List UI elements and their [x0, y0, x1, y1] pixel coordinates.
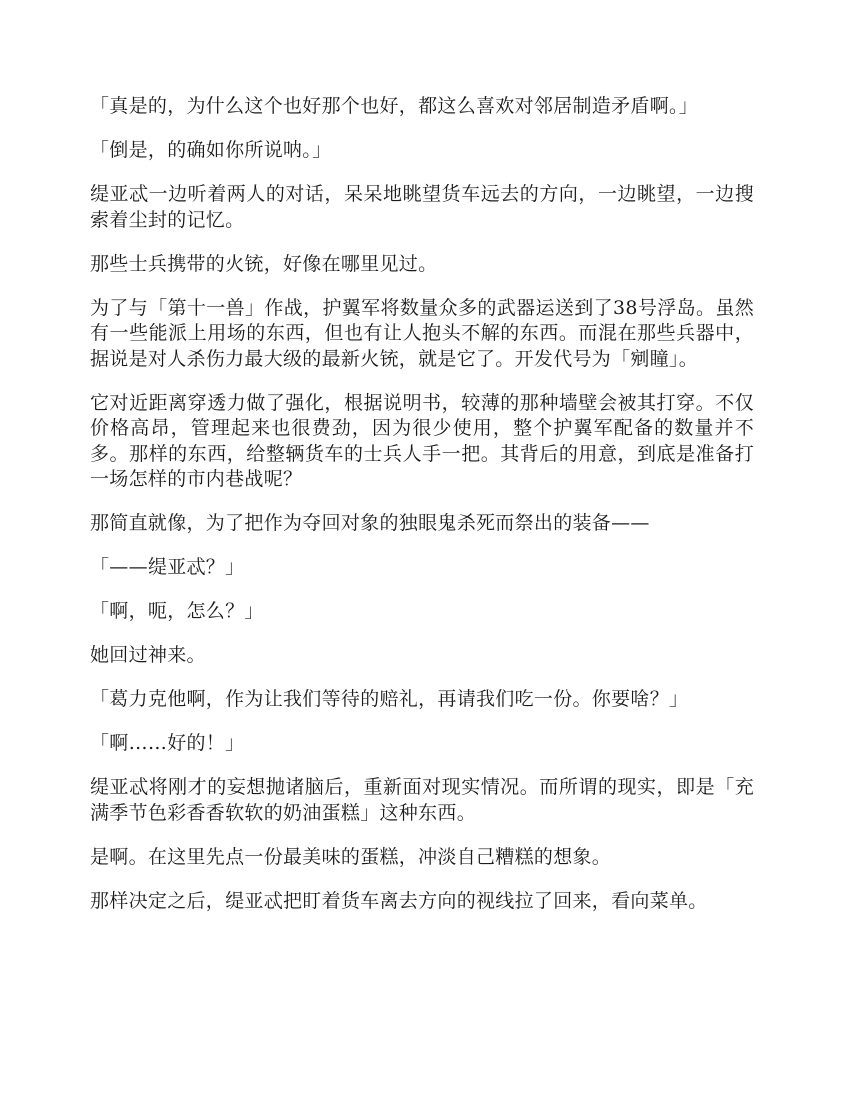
paragraph-6: 它对近距离穿透力做了强化，根据说明书，较薄的那种墙壁会被其打穿。不仅价格高昂，管理起来也很费劲，因为很少使用，整个护翼军配备的数量并不多。那样的东西，给整辆货车的士兵人手一把。其背后的用意，到底是准备打一场怎样的市内巷战呢？: [90, 391, 754, 490]
paragraph-7: 那简直就像，为了把作为夺回对象的独眼鬼杀死而祭出的装备——: [90, 512, 650, 534]
paragraph-4: 那些士兵携带的火铳，好像在哪里见过。: [90, 252, 438, 275]
paragraph-3: 缇亚忒一边听着两人的对话，呆呆地眺望货车远去的方向，一边眺望，一边搜索着尘封的记忆。: [90, 183, 754, 231]
paragraph-11: 「葛力克他啊，作为让我们等待的赔礼，再请我们吃一份。你要啥？」: [90, 688, 689, 710]
paragraph-2: 「倒是，的确如你所说呐。」: [90, 139, 332, 161]
paragraph-8: 「——缇亚忒？」: [90, 556, 245, 578]
paragraph-13: 缇亚忒将刚才的妄想抛诸脑后，重新面对现实情况。而所谓的现实，即是「充满季节色彩香香软软的奶油蛋糕」这种东西。: [90, 776, 754, 824]
paragraph-1: 「真是的，为什么这个也好那个也好，都这么喜欢对邻居制造矛盾啊。」: [90, 95, 699, 117]
document-page: [90, 94, 754, 933]
paragraph-14: 是啊。在这里先点一份最美味的蛋糕，冲淡自己糟糕的想象。: [90, 845, 612, 868]
paragraph-12: 「啊……好的！」: [90, 732, 245, 754]
paragraph-9: 「啊，呃，怎么？」: [90, 600, 264, 622]
paragraph-5: 为了与「第十一兽」作战，护翼军将数量众多的武器运送到了38号浮岛。虽然有一些能派上用场的东西，但也有让人抱头不解的东西。而混在那些兵器中，据说是对人杀伤力最大级的最新火铳，就是它了。开发代号为「剜瞳」。: [90, 296, 754, 370]
paragraph-10: 她回过神来。: [90, 644, 206, 666]
paragraph-15: 那样决定之后，缇亚忒把盯着货车离去方向的视线拉了回来，看向菜单。: [90, 889, 708, 912]
